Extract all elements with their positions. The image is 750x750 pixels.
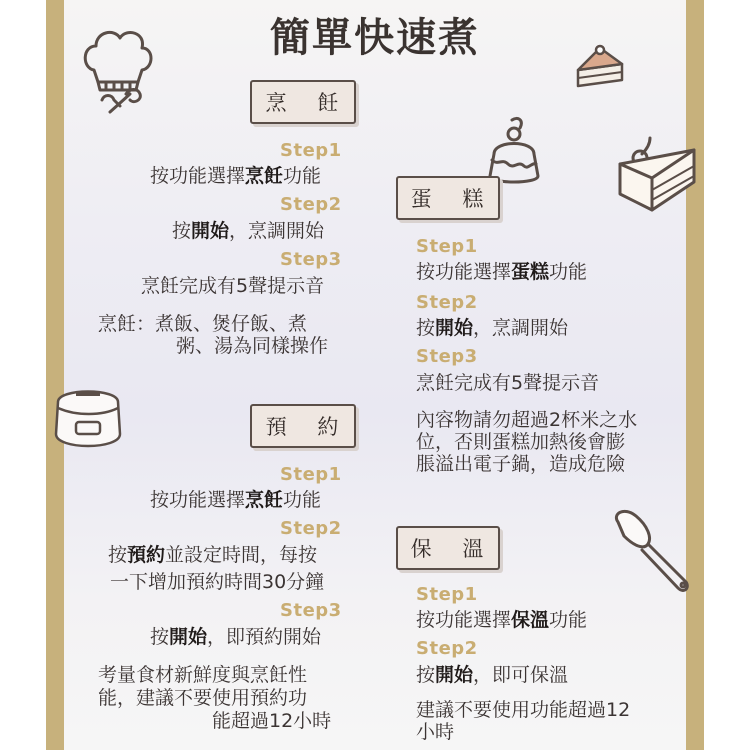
cake-step3-text: 烹飪完成有5聲提示音 bbox=[416, 372, 600, 394]
cake-step1-text: 按功能選擇蛋糕功能 bbox=[416, 261, 588, 283]
warm-note-line1: 建議不要使用功能超過12 bbox=[416, 699, 631, 721]
reserve-step2-text: 按預約並設定時間，每按 bbox=[108, 544, 318, 566]
cake-slice-icon bbox=[572, 40, 628, 92]
cake-step3-label: Step3 bbox=[416, 346, 478, 367]
reserve-step2-line2: 一下增加預約時間30分鐘 bbox=[110, 571, 325, 593]
cook-step2-text: 按開始，烹調開始 bbox=[172, 220, 325, 242]
reserve-step3-label: Step3 bbox=[280, 600, 342, 621]
cake-step2-label: Step2 bbox=[416, 292, 478, 313]
reserve-heading-label: 預 約 bbox=[265, 415, 351, 439]
cook-step3-label: Step3 bbox=[280, 249, 342, 270]
cake-step2-text: 按開始，烹調開始 bbox=[416, 317, 569, 339]
cook-step1-text: 按功能選擇烹飪功能 bbox=[150, 165, 322, 187]
reserve-heading bbox=[250, 404, 356, 448]
cook-step3-text: 烹飪完成有5聲提示音 bbox=[141, 275, 325, 297]
reserve-note-line1: 考量食材新鮮度與烹飪性 bbox=[98, 664, 308, 686]
page-title: 簡單快速煮 bbox=[270, 15, 480, 61]
spoon-icon bbox=[610, 508, 700, 598]
cake-heading bbox=[396, 176, 500, 220]
cake-cherry-icon bbox=[616, 130, 700, 216]
cake-note-line2: 位，否則蛋糕加熱後會膨 bbox=[416, 431, 626, 453]
cake-note-line1: 內容物請勿超過2杯米之水 bbox=[416, 409, 638, 431]
cook-heading-label: 烹 飪 bbox=[265, 91, 351, 115]
warm-heading bbox=[396, 526, 500, 570]
cook-step1-label: Step1 bbox=[280, 140, 342, 161]
rice-cooker-icon bbox=[46, 378, 130, 456]
warm-step2-text: 按開始，即可保溫 bbox=[416, 664, 569, 686]
cake-heading-label: 蛋 糕 bbox=[410, 187, 496, 211]
reserve-note-line2: 能，建議不要使用預約功 bbox=[98, 687, 308, 709]
chef-hat-icon bbox=[80, 24, 158, 116]
cook-heading bbox=[250, 80, 356, 124]
reserve-step2-label: Step2 bbox=[280, 518, 342, 539]
cake-note-line3: 脹溢出電子鍋，造成危險 bbox=[416, 453, 626, 475]
warm-step1-text: 按功能選擇保溫功能 bbox=[416, 609, 588, 631]
warm-heading-label: 保 溫 bbox=[410, 537, 496, 561]
left-border bbox=[46, 0, 64, 750]
cook-note-line1: 烹飪：煮飯、煲仔飯、煮 bbox=[98, 313, 308, 335]
warm-step2-label: Step2 bbox=[416, 638, 478, 659]
warm-note-line2: 小時 bbox=[416, 721, 455, 743]
reserve-step3-text: 按開始，即預約開始 bbox=[150, 626, 322, 648]
cake-step1-label: Step1 bbox=[416, 236, 478, 257]
warm-step1-label: Step1 bbox=[416, 584, 478, 605]
right-border bbox=[686, 0, 704, 750]
cook-note-line2: 粥、湯為同樣操作 bbox=[176, 335, 329, 357]
cook-step2-label: Step2 bbox=[280, 194, 342, 215]
reserve-step1-text: 按功能選擇烹飪功能 bbox=[150, 489, 322, 511]
reserve-note-line3: 能超過12小時 bbox=[212, 710, 332, 732]
reserve-step1-label: Step1 bbox=[280, 464, 342, 485]
